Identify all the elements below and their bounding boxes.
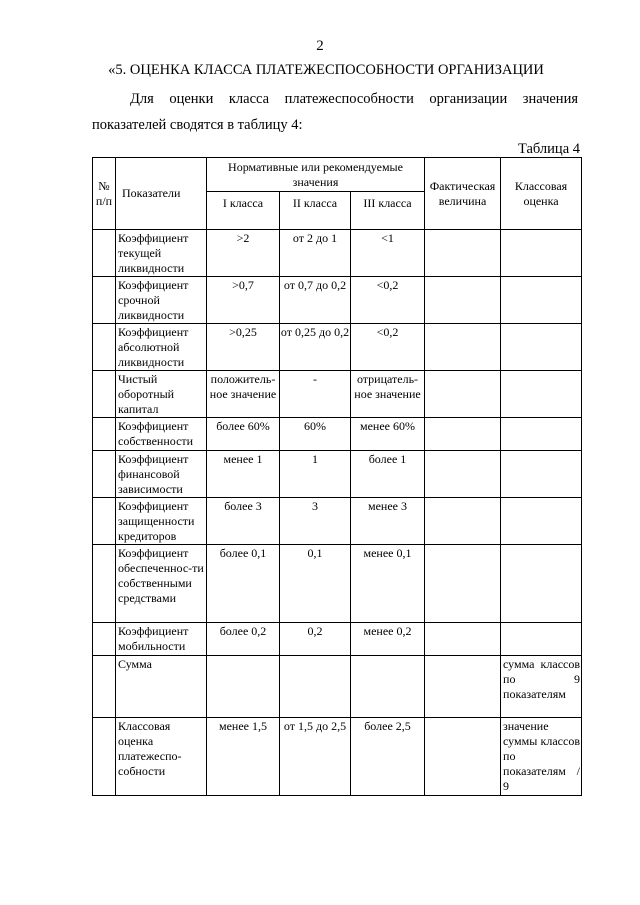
actual-value-cell: [425, 718, 501, 796]
header-class-3: III класса: [351, 192, 425, 230]
class-2-value-cell: 1: [280, 451, 351, 498]
solvency-class-table: [92, 157, 582, 796]
class-3-value-cell: менее 0,1: [351, 545, 425, 623]
class-3-value-cell: более 2,5: [351, 718, 425, 796]
class-score-cell: [501, 623, 582, 656]
row-number-cell: [93, 277, 116, 324]
class-1-value-cell: положитель-ное значение: [207, 371, 280, 418]
class-3-value-cell: менее 0,2: [351, 623, 425, 656]
indicator-name-cell: Коэффициент абсолютной ликвидности: [116, 324, 207, 371]
row-number-cell: [93, 623, 116, 656]
class-2-value-cell: -: [280, 371, 351, 418]
table-row: [93, 230, 582, 277]
actual-value-cell: [425, 623, 501, 656]
class-2-value-cell: 60%: [280, 418, 351, 451]
header-actual-value: Фактическая величина: [425, 158, 501, 230]
indicator-name-cell: Коэффициент текущей ликвидности: [116, 230, 207, 277]
table-row: [93, 623, 582, 656]
indicator-name-cell: Классовая оценка платежеспо-собности: [116, 718, 207, 796]
class-score-cell: значение суммы классов по показателям / 9: [501, 718, 582, 796]
row-number-cell: [93, 451, 116, 498]
class-1-value-cell: >0,25: [207, 324, 280, 371]
class-score-cell: сумма классов по 9 показателям: [501, 656, 582, 718]
class-1-value-cell: более 0,1: [207, 545, 280, 623]
header-number: № п/п: [93, 158, 116, 230]
indicator-name-cell: Коэффициент защищенности кредиторов: [116, 498, 207, 545]
header-normative-values: Нормативные или рекомендуемые значения: [207, 158, 425, 192]
row-number-cell: [93, 545, 116, 623]
table-row: [93, 371, 582, 418]
indicator-name-cell: Коэффициент обеспеченнос-ти собственными средствами: [116, 545, 207, 623]
header-class-2: II класса: [280, 192, 351, 230]
row-number-cell: [93, 371, 116, 418]
class-score-cell: [501, 545, 582, 623]
table-row: [93, 418, 582, 451]
class-3-value-cell: [351, 656, 425, 718]
class-2-value-cell: от 0,7 до 0,2: [280, 277, 351, 324]
class-3-value-cell: отрицатель-ное значение: [351, 371, 425, 418]
row-number-cell: [93, 498, 116, 545]
class-3-value-cell: <0,2: [351, 324, 425, 371]
class-3-value-cell: более 1: [351, 451, 425, 498]
indicator-name-cell: Коэффициент срочной ликвидности: [116, 277, 207, 324]
row-number-cell: [93, 718, 116, 796]
class-1-value-cell: более 0,2: [207, 623, 280, 656]
row-number-cell: [93, 656, 116, 718]
intro-paragraph: [92, 86, 578, 138]
row-number-cell: [93, 230, 116, 277]
table-row: [93, 451, 582, 498]
actual-value-cell: [425, 418, 501, 451]
class-3-value-cell: <0,2: [351, 277, 425, 324]
class-2-value-cell: 0,1: [280, 545, 351, 623]
class-2-value-cell: [280, 656, 351, 718]
actual-value-cell: [425, 324, 501, 371]
class-score-cell: [501, 277, 582, 324]
header-class-1: I класса: [207, 192, 280, 230]
class-1-value-cell: менее 1,5: [207, 718, 280, 796]
class-1-value-cell: [207, 656, 280, 718]
actual-value-cell: [425, 656, 501, 718]
indicator-name-cell: Сумма: [116, 656, 207, 718]
table-body: [93, 230, 582, 796]
actual-value-cell: [425, 277, 501, 324]
class-score-cell: [501, 371, 582, 418]
section-heading: «5. ОЦЕНКА КЛАССА ПЛАТЕЖЕСПОСОБНОСТИ ОРГАНИЗАЦИИ: [108, 62, 544, 78]
class-2-value-cell: 3: [280, 498, 351, 545]
table-row: [93, 277, 582, 324]
table-row: [93, 718, 582, 796]
header-indicators: Показатели: [116, 158, 207, 230]
class-2-value-cell: от 1,5 до 2,5: [280, 718, 351, 796]
class-score-cell: [501, 324, 582, 371]
row-number-cell: [93, 324, 116, 371]
class-1-value-cell: >0,7: [207, 277, 280, 324]
indicator-name-cell: Чистый оборотный капитал: [116, 371, 207, 418]
class-1-value-cell: >2: [207, 230, 280, 277]
row-number-cell: [93, 418, 116, 451]
intro-line-2: показателей сводятся в таблицу 4:: [92, 117, 303, 133]
actual-value-cell: [425, 451, 501, 498]
actual-value-cell: [425, 371, 501, 418]
table-row: [93, 498, 582, 545]
intro-line-1: Для оценки класса платежеспособности организации значения: [130, 91, 578, 107]
class-2-value-cell: от 0,25 до 0,2: [280, 324, 351, 371]
class-score-cell: [501, 418, 582, 451]
class-3-value-cell: <1: [351, 230, 425, 277]
class-score-cell: [501, 451, 582, 498]
table-caption: Таблица 4: [517, 141, 580, 157]
actual-value-cell: [425, 230, 501, 277]
indicator-name-cell: Коэффициент собственности: [116, 418, 207, 451]
page-number: 2: [316, 38, 324, 54]
actual-value-cell: [425, 498, 501, 545]
header-class-score: Классовая оценка: [501, 158, 582, 230]
class-2-value-cell: 0,2: [280, 623, 351, 656]
class-1-value-cell: более 60%: [207, 418, 280, 451]
class-3-value-cell: менее 3: [351, 498, 425, 545]
class-score-cell: [501, 498, 582, 545]
class-3-value-cell: менее 60%: [351, 418, 425, 451]
class-1-value-cell: менее 1: [207, 451, 280, 498]
indicator-name-cell: Коэффициент мобильности: [116, 623, 207, 656]
indicator-name-cell: Коэффициент финансовой зависимости: [116, 451, 207, 498]
class-2-value-cell: от 2 до 1: [280, 230, 351, 277]
class-score-cell: [501, 230, 582, 277]
actual-value-cell: [425, 545, 501, 623]
table-row: [93, 545, 582, 623]
class-1-value-cell: более 3: [207, 498, 280, 545]
table-row: [93, 656, 582, 718]
table-row: [93, 324, 582, 371]
